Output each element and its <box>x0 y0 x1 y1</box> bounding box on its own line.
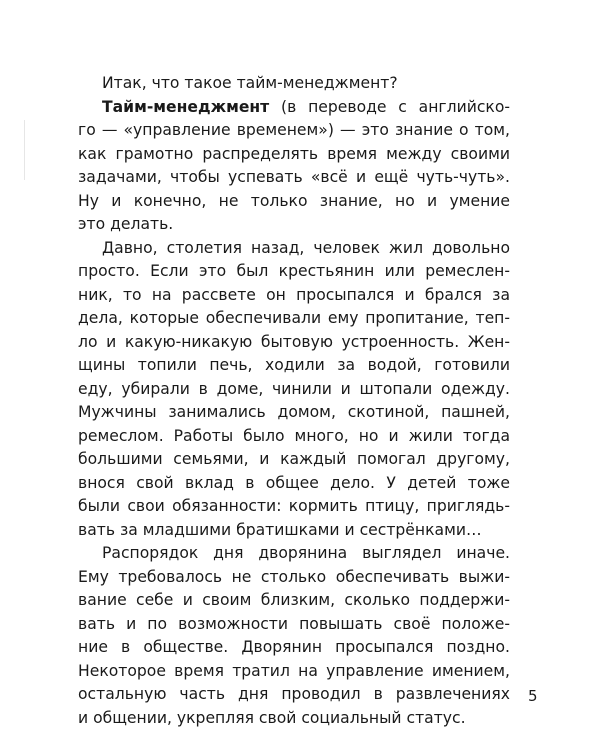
paragraph-2-line-6: это делать. <box>78 215 174 233</box>
paragraph-1-line-1: Итак, что такое тайм-менеджмент? <box>102 74 398 92</box>
paragraph-3-line-5: ло и какую-никакую бытовую устроенность. Жен- <box>78 332 510 351</box>
paragraph-2-line-4: задачами, чтобы успевать «всё и ещё чуть-чуть». <box>78 168 510 186</box>
paragraph-3-line-12: были свои обязанности: кормить птицу, приглядь- <box>78 497 510 515</box>
paragraph-2-line-1 <box>78 96 510 120</box>
paragraph-3-line-10: большими семьями, и каждый помогал другому, <box>78 450 510 468</box>
paragraph-4-line-2: Ему требовалось не столько обеспечивать выжи- <box>78 567 510 586</box>
paragraph-4-line-1: Распорядок дня дворянина выглядел иначе. <box>102 544 510 562</box>
paragraph-4-line-5: ние в обществе. Дворянин просыпался поздно. <box>78 638 510 656</box>
paragraph-4-line-6: Некоторое время тратил на управление имением, <box>78 661 510 680</box>
paragraph-4-line-4: вать и по возможности повышать своё положе- <box>78 614 510 633</box>
paragraph-4-line-7: остальную часть дня проводил в развлечениях <box>78 685 510 703</box>
page-number: 5 <box>528 687 538 705</box>
paragraph-2-line-1-rest: (в переводе с английско- <box>269 97 510 116</box>
paragraph-4-line-3: вание себе и своим близким, сколько поддержи- <box>78 591 510 609</box>
term-bold: Тайм-менеджмент <box>102 97 270 116</box>
paragraph-4-line-8: и общении, укрепляя свой социальный статус. <box>78 708 466 727</box>
paragraph-3-line-3: ник, то на рассвете он просыпался и брался за <box>78 285 510 304</box>
paragraph-3-line-8: Мужчины занимались домом, скотиной, пашней, <box>78 403 510 421</box>
paragraph-3-line-1: Давно, столетия назад, человек жил довольно <box>102 238 510 257</box>
paragraph-2-line-5: Ну и конечно, не только знание, но и умение <box>78 191 510 210</box>
paragraph-3-line-7: еду, убирали в доме, чинили и штопали одежду. <box>78 379 510 398</box>
paragraph-3-line-13: вать за младшими братишками и сестрёнками… <box>78 520 482 539</box>
paragraph-3-line-4: дела, которые обеспечивали ему пропитание, теп- <box>78 309 510 327</box>
paragraph-3-line-9: ремеслом. Работы было много, но и жили тогда <box>78 426 510 445</box>
margin-rule <box>24 120 25 180</box>
paragraph-3-line-2: просто. Если это был крестьянин или ремеслен- <box>78 262 510 280</box>
paragraph-3-line-11: внося свой вклад в общее дело. У детей тоже <box>78 473 510 492</box>
paragraph-2-line-2: го — «управление временем») — это знание о том, <box>78 121 510 139</box>
paragraph-2-line-3: как грамотно распределять время между своими <box>78 144 510 163</box>
body-text <box>78 72 510 730</box>
paragraph-3-line-6: щины топили печь, ходили за водой, готовили <box>78 356 510 374</box>
